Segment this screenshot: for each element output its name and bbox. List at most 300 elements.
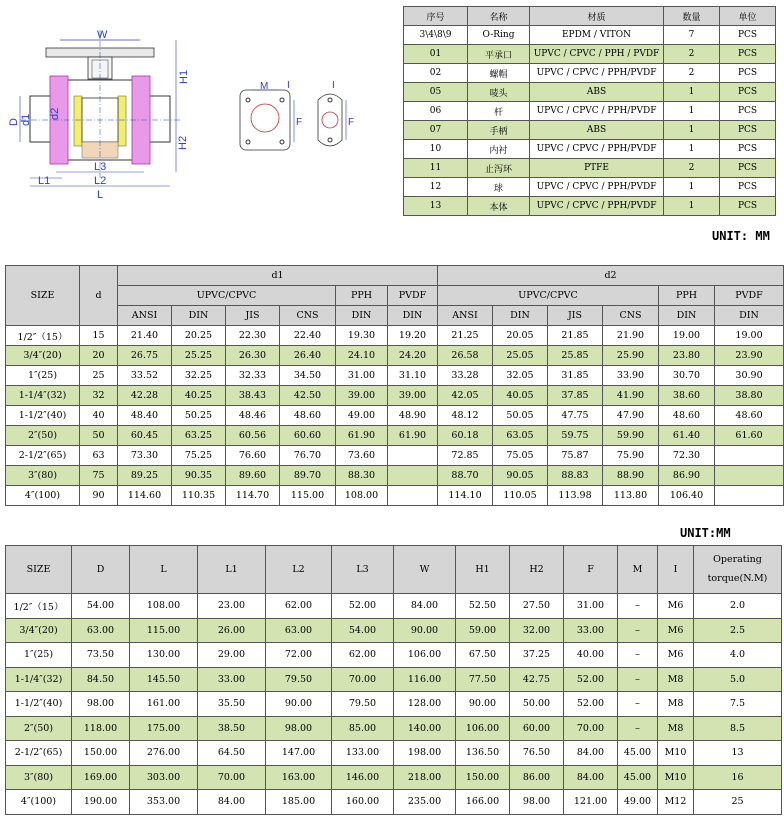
t1-size-header: SIZE (6, 266, 80, 326)
t1-value-cell: 114.70 (226, 486, 280, 506)
t1-value-cell: 38.60 (659, 386, 715, 406)
t1-value-cell: 19.00 (659, 326, 715, 346)
t2-cell: 86.00 (510, 765, 564, 790)
valve-drawing (0, 0, 395, 215)
t2-cell: 98.00 (266, 716, 332, 741)
t2-col-header: L1 (198, 546, 266, 594)
t2-cell: 115.00 (130, 618, 198, 643)
label-H2: H2 (177, 135, 189, 150)
t2-cell: 1-1/2″(40) (6, 692, 72, 717)
t1-value-cell: 19.20 (388, 326, 438, 346)
t1-value-cell: 75.90 (603, 446, 659, 466)
t2-cell: 160.00 (332, 790, 394, 815)
t2-cell: 90.00 (394, 618, 456, 643)
parts-row (404, 83, 776, 102)
t2-cell: 13 (694, 741, 782, 766)
t1-value-cell (715, 486, 784, 506)
t1-value-cell: 90.35 (172, 466, 226, 486)
t1-value-cell: 48.60 (715, 406, 784, 426)
t2-cell: M6 (658, 643, 694, 668)
t2-cell: 45.00 (618, 741, 658, 766)
t1-value-cell: 24.10 (336, 346, 388, 366)
t2-cell: 50.00 (510, 692, 564, 717)
parts-cell-no: 11 (404, 159, 468, 178)
t2-col-header: L (130, 546, 198, 594)
t2-cell: 23.00 (198, 594, 266, 619)
t2-cell: 77.50 (456, 667, 510, 692)
t1-value-cell: 40.05 (493, 386, 548, 406)
t1-value-cell: 26.58 (438, 346, 493, 366)
t2-cell: 3″(80) (6, 765, 72, 790)
t2-row (6, 618, 782, 643)
parts-cell-material: UPVC / CPVC / PPH/PVDF (530, 178, 664, 197)
valve-mount-view (240, 90, 346, 150)
t1-value-cell: 90.05 (493, 466, 548, 486)
parts-cell-name: 内衬 (468, 140, 530, 159)
parts-cell-name: 手柄 (468, 121, 530, 140)
t1-value-cell: 40.25 (172, 386, 226, 406)
t2-col-header: L2 (266, 546, 332, 594)
t2-col-header: H2 (510, 546, 564, 594)
unit-label-mm: UNIT: MM (712, 229, 770, 243)
t1-value-cell: 73.60 (336, 446, 388, 466)
parts-cell-qty: 1 (664, 197, 720, 216)
t1-value-cell: 42.28 (118, 386, 172, 406)
parts-cell-qty: 1 (664, 83, 720, 102)
t2-cell: M12 (658, 790, 694, 815)
label-F1: F (296, 117, 303, 128)
t1-value-cell: 39.00 (388, 386, 438, 406)
t2-cell: 150.00 (456, 765, 510, 790)
t1-size-cell: 1″(25) (6, 366, 80, 386)
parts-cell-name: 杆 (468, 102, 530, 121)
t1-value-cell: 31.10 (388, 366, 438, 386)
t1-value-cell: 59.75 (548, 426, 603, 446)
parts-cell-qty: 2 (664, 159, 720, 178)
t1-row (6, 406, 784, 426)
t1-value-cell: 33.28 (438, 366, 493, 386)
parts-row (404, 102, 776, 121)
t2-cell: – (618, 667, 658, 692)
t2-cell: 303.00 (130, 765, 198, 790)
t2-cell: 52.50 (456, 594, 510, 619)
t1-value-cell: 34.50 (280, 366, 336, 386)
t1-value-cell: 25.25 (172, 346, 226, 366)
t2-cell: 90.00 (456, 692, 510, 717)
t1-d-cell: 63 (80, 446, 118, 466)
t1-value-cell: 38.80 (715, 386, 784, 406)
t1-standard-header: CNS (280, 306, 336, 326)
t1-value-cell: 20.05 (493, 326, 548, 346)
t2-cell: M8 (658, 667, 694, 692)
t1-size-cell: 2-1/2″(65) (6, 446, 80, 466)
t2-col-header: SIZE (6, 546, 72, 594)
parts-cell-material: ABS (530, 121, 664, 140)
t2-row (6, 741, 782, 766)
parts-cell-qty: 1 (664, 102, 720, 121)
t2-row (6, 667, 782, 692)
parts-col-material: 材质 (530, 7, 664, 26)
t1-value-cell: 113.80 (603, 486, 659, 506)
t1-value-cell: 115.00 (280, 486, 336, 506)
dimension-table (5, 545, 782, 815)
t2-cell: 4″(100) (6, 790, 72, 815)
t2-cell: 150.00 (72, 741, 130, 766)
t1-value-cell: 31.85 (548, 366, 603, 386)
t1-value-cell: 63.05 (493, 426, 548, 446)
t1-value-cell: 113.98 (548, 486, 603, 506)
parts-col-name: 名称 (468, 7, 530, 26)
t2-cell: 62.00 (266, 594, 332, 619)
t1-value-cell: 50.05 (493, 406, 548, 426)
t1-d2-header: d2 (438, 266, 784, 286)
t1-value-cell: 47.90 (603, 406, 659, 426)
t1-standard-header: ANSI (438, 306, 493, 326)
parts-row (404, 64, 776, 83)
parts-cell-name: 本体 (468, 197, 530, 216)
t2-cell: 52.00 (332, 594, 394, 619)
t2-row (6, 594, 782, 619)
t1-standard-header: DIN (493, 306, 548, 326)
t1-value-cell: 49.00 (336, 406, 388, 426)
parts-row (404, 26, 776, 45)
t2-cell: 98.00 (72, 692, 130, 717)
parts-cell-material: UPVC / CPVC / PPH/PVDF (530, 197, 664, 216)
t1-value-cell: 48.46 (226, 406, 280, 426)
t2-cell: 40.00 (564, 643, 618, 668)
t1-size-cell: 4″(100) (6, 486, 80, 506)
t2-cell: – (618, 692, 658, 717)
t2-cell: 32.00 (510, 618, 564, 643)
t1-value-cell: 110.35 (172, 486, 226, 506)
label-L2: L2 (94, 175, 107, 187)
t2-cell: 169.00 (72, 765, 130, 790)
label-I1: I (287, 80, 290, 91)
t2-cell: 166.00 (456, 790, 510, 815)
parts-cell-material: ABS (530, 83, 664, 102)
t1-d-header: d (80, 266, 118, 326)
t1-size-cell: 3/4″(20) (6, 346, 80, 366)
t2-cell: 85.00 (332, 716, 394, 741)
parts-cell-unit: PCS (720, 64, 776, 83)
t1-value-cell: 89.70 (280, 466, 336, 486)
t1-standard-header: DIN (172, 306, 226, 326)
t1-value-cell: 73.30 (118, 446, 172, 466)
parts-cell-name: O-Ring (468, 26, 530, 45)
t1-value-cell: 89.25 (118, 466, 172, 486)
t1-size-cell: 1-1/2″(40) (6, 406, 80, 426)
parts-row (404, 140, 776, 159)
t1-value-cell: 23.90 (715, 346, 784, 366)
parts-cell-qty: 1 (664, 140, 720, 159)
t1-value-cell: 38.43 (226, 386, 280, 406)
t1-value-cell: 86.90 (659, 466, 715, 486)
parts-cell-no: 06 (404, 102, 468, 121)
t1-d2-upvc-header: UPVC/CPVC (438, 286, 659, 306)
parts-cell-no: 01 (404, 45, 468, 64)
label-F2: F (348, 117, 355, 128)
t2-cell: 1″(25) (6, 643, 72, 668)
parts-cell-qty: 1 (664, 121, 720, 140)
t1-row (6, 326, 784, 346)
t1-d-cell: 20 (80, 346, 118, 366)
parts-col-qty: 数量 (664, 7, 720, 26)
t2-cell: 128.00 (394, 692, 456, 717)
t1-size-cell: 2″(50) (6, 426, 80, 446)
t2-cell: 49.00 (618, 790, 658, 815)
t1-value-cell: 75.25 (172, 446, 226, 466)
parts-cell-qty: 2 (664, 45, 720, 64)
t2-cell: 63.00 (266, 618, 332, 643)
t1-standard-header: CNS (603, 306, 659, 326)
t2-cell: 16 (694, 765, 782, 790)
parts-cell-name: 球 (468, 178, 530, 197)
t2-cell: M10 (658, 765, 694, 790)
t1-standard-header: JIS (548, 306, 603, 326)
t2-cell: 79.50 (332, 692, 394, 717)
t1-value-cell (715, 446, 784, 466)
t2-cell: 235.00 (394, 790, 456, 815)
t2-cell: 185.00 (266, 790, 332, 815)
t2-col-header: L3 (332, 546, 394, 594)
t2-cell: 54.00 (72, 594, 130, 619)
t2-cell: 84.00 (564, 741, 618, 766)
t1-d1-upvc-header: UPVC/CPVC (118, 286, 336, 306)
t1-value-cell: 31.00 (336, 366, 388, 386)
t1-row (6, 426, 784, 446)
t1-d-cell: 32 (80, 386, 118, 406)
t2-cell: 67.50 (456, 643, 510, 668)
t2-cell: 175.00 (130, 716, 198, 741)
t2-cell: 70.00 (332, 667, 394, 692)
parts-cell-unit: PCS (720, 140, 776, 159)
t1-value-cell: 72.30 (659, 446, 715, 466)
t1-value-cell: 75.05 (493, 446, 548, 466)
label-W: W (97, 29, 108, 41)
t1-value-cell: 25.85 (548, 346, 603, 366)
t2-cell: M6 (658, 618, 694, 643)
t1-value-cell: 76.60 (226, 446, 280, 466)
t1-value-cell: 75.87 (548, 446, 603, 466)
t2-cell: 353.00 (130, 790, 198, 815)
t2-cell: 7.5 (694, 692, 782, 717)
t2-cell: – (618, 643, 658, 668)
parts-col-no: 序号 (404, 7, 468, 26)
parts-cell-qty: 7 (664, 26, 720, 45)
t1-row (6, 386, 784, 406)
t1-value-cell: 24.20 (388, 346, 438, 366)
t1-row (6, 466, 784, 486)
parts-cell-no: 02 (404, 64, 468, 83)
t2-cell: 29.00 (198, 643, 266, 668)
t2-cell: 84.00 (198, 790, 266, 815)
parts-row (404, 159, 776, 178)
t2-cell: M8 (658, 716, 694, 741)
t2-cell: 1-1/4″(32) (6, 667, 72, 692)
t2-cell: 2″(50) (6, 716, 72, 741)
parts-cell-no: 13 (404, 197, 468, 216)
parts-row (404, 178, 776, 197)
t1-value-cell: 21.40 (118, 326, 172, 346)
t1-value-cell: 23.80 (659, 346, 715, 366)
t1-value-cell: 21.85 (548, 326, 603, 346)
t2-cell: 42.75 (510, 667, 564, 692)
t1-value-cell: 61.90 (388, 426, 438, 446)
parts-cell-name: 唛头 (468, 83, 530, 102)
t2-cell: 33.00 (564, 618, 618, 643)
t1-value-cell: 88.90 (603, 466, 659, 486)
t1-standard-header: ANSI (118, 306, 172, 326)
t2-cell: 52.00 (564, 667, 618, 692)
t1-value-cell: 47.75 (548, 406, 603, 426)
t2-cell: 161.00 (130, 692, 198, 717)
t1-value-cell: 50.25 (172, 406, 226, 426)
t2-cell: 1/2″（15） (6, 594, 72, 619)
parts-cell-name: 止泻环 (468, 159, 530, 178)
t2-cell: – (618, 618, 658, 643)
t1-value-cell: 30.70 (659, 366, 715, 386)
t1-value-cell: 19.30 (336, 326, 388, 346)
t2-cell: 130.00 (130, 643, 198, 668)
t2-cell: 31.00 (564, 594, 618, 619)
t2-cell: 79.50 (266, 667, 332, 692)
t2-cell: 198.00 (394, 741, 456, 766)
t1-value-cell: 61.40 (659, 426, 715, 446)
t2-cell: 98.00 (510, 790, 564, 815)
t2-row (6, 692, 782, 717)
parts-cell-unit: PCS (720, 121, 776, 140)
t2-cell: 108.00 (130, 594, 198, 619)
t2-cell: 118.00 (72, 716, 130, 741)
t2-cell: 140.00 (394, 716, 456, 741)
unit-label-mm-2: UNIT:MM (680, 526, 731, 540)
t2-cell: 38.50 (198, 716, 266, 741)
parts-cell-no: 10 (404, 140, 468, 159)
t2-cell: 106.00 (456, 716, 510, 741)
t2-cell: 146.00 (332, 765, 394, 790)
t1-d-cell: 90 (80, 486, 118, 506)
t2-cell: M10 (658, 741, 694, 766)
t1-value-cell: 60.18 (438, 426, 493, 446)
t1-value-cell: 25.90 (603, 346, 659, 366)
parts-cell-qty: 2 (664, 64, 720, 83)
t2-cell: 59.00 (456, 618, 510, 643)
t1-value-cell: 48.40 (118, 406, 172, 426)
t1-standard-header: JIS (226, 306, 280, 326)
label-L: L (97, 189, 104, 201)
t1-value-cell: 114.60 (118, 486, 172, 506)
t2-torque-header (694, 546, 782, 594)
t2-cell: 145.50 (130, 667, 198, 692)
t2-cell: 70.00 (198, 765, 266, 790)
t1-size-cell: 1/2″（15） (6, 326, 80, 346)
t1-value-cell: 61.90 (336, 426, 388, 446)
t1-d-cell: 50 (80, 426, 118, 446)
t2-cell: 37.25 (510, 643, 564, 668)
t1-standard-header: DIN (659, 306, 715, 326)
t1-value-cell: 25.05 (493, 346, 548, 366)
t2-cell: 276.00 (130, 741, 198, 766)
t1-value-cell: 106.40 (659, 486, 715, 506)
t1-d-cell: 25 (80, 366, 118, 386)
parts-cell-no: 07 (404, 121, 468, 140)
t2-col-header: I (658, 546, 694, 594)
t1-d2-pvdf-header: PVDF (715, 286, 784, 306)
t2-cell: 84.00 (394, 594, 456, 619)
t2-cell: M6 (658, 594, 694, 619)
t1-value-cell: 26.40 (280, 346, 336, 366)
t1-row (6, 346, 784, 366)
label-L3: L3 (94, 161, 107, 173)
t1-value-cell: 88.30 (336, 466, 388, 486)
t2-cell: 64.50 (198, 741, 266, 766)
t1-value-cell: 60.56 (226, 426, 280, 446)
t2-torque-header-line2: torque(N.M) (707, 572, 768, 584)
parts-col-unit: 单位 (720, 7, 776, 26)
t1-value-cell: 88.83 (548, 466, 603, 486)
t2-cell: 73.50 (72, 643, 130, 668)
t1-d1-header: d1 (118, 266, 438, 286)
t2-cell: 136.50 (456, 741, 510, 766)
t1-value-cell: 59.90 (603, 426, 659, 446)
t1-value-cell: 42.50 (280, 386, 336, 406)
t1-value-cell: 39.00 (336, 386, 388, 406)
parts-cell-no: 05 (404, 83, 468, 102)
t2-cell: – (618, 716, 658, 741)
t1-value-cell: 60.45 (118, 426, 172, 446)
t2-cell: 70.00 (564, 716, 618, 741)
label-I2: I (332, 80, 335, 91)
t1-d1-pvdf-header: PVDF (388, 286, 438, 306)
t1-size-cell: 3″(80) (6, 466, 80, 486)
t1-standard-header: DIN (336, 306, 388, 326)
t2-cell: – (618, 594, 658, 619)
t2-col-header: M (618, 546, 658, 594)
t1-row (6, 446, 784, 466)
t2-cell: 163.00 (266, 765, 332, 790)
t2-cell: 25 (694, 790, 782, 815)
t2-row (6, 716, 782, 741)
t1-value-cell: 21.25 (438, 326, 493, 346)
parts-cell-name: 平承口 (468, 45, 530, 64)
parts-cell-unit: PCS (720, 178, 776, 197)
parts-cell-no: 3\4\8\9 (404, 26, 468, 45)
t2-cell: 5.0 (694, 667, 782, 692)
t1-d-cell: 75 (80, 466, 118, 486)
t1-value-cell: 48.60 (280, 406, 336, 426)
t1-value-cell (388, 466, 438, 486)
t2-cell: 190.00 (72, 790, 130, 815)
t1-size-cell: 1-1/4″(32) (6, 386, 80, 406)
parts-cell-name: 螺帽 (468, 64, 530, 83)
parts-cell-unit: PCS (720, 197, 776, 216)
parts-cell-no: 12 (404, 178, 468, 197)
t1-value-cell: 108.00 (336, 486, 388, 506)
label-d1: d1 (20, 113, 32, 126)
t2-cell: 147.00 (266, 741, 332, 766)
t1-value-cell: 89.60 (226, 466, 280, 486)
t2-cell: 133.00 (332, 741, 394, 766)
t2-cell: 76.50 (510, 741, 564, 766)
t1-standard-header: DIN (715, 306, 784, 326)
t2-cell: 26.00 (198, 618, 266, 643)
t1-value-cell: 33.90 (603, 366, 659, 386)
t1-value-cell (715, 466, 784, 486)
t2-cell: 2.5 (694, 618, 782, 643)
t2-cell: 60.00 (510, 716, 564, 741)
t1-value-cell: 60.60 (280, 426, 336, 446)
parts-cell-unit: PCS (720, 159, 776, 178)
